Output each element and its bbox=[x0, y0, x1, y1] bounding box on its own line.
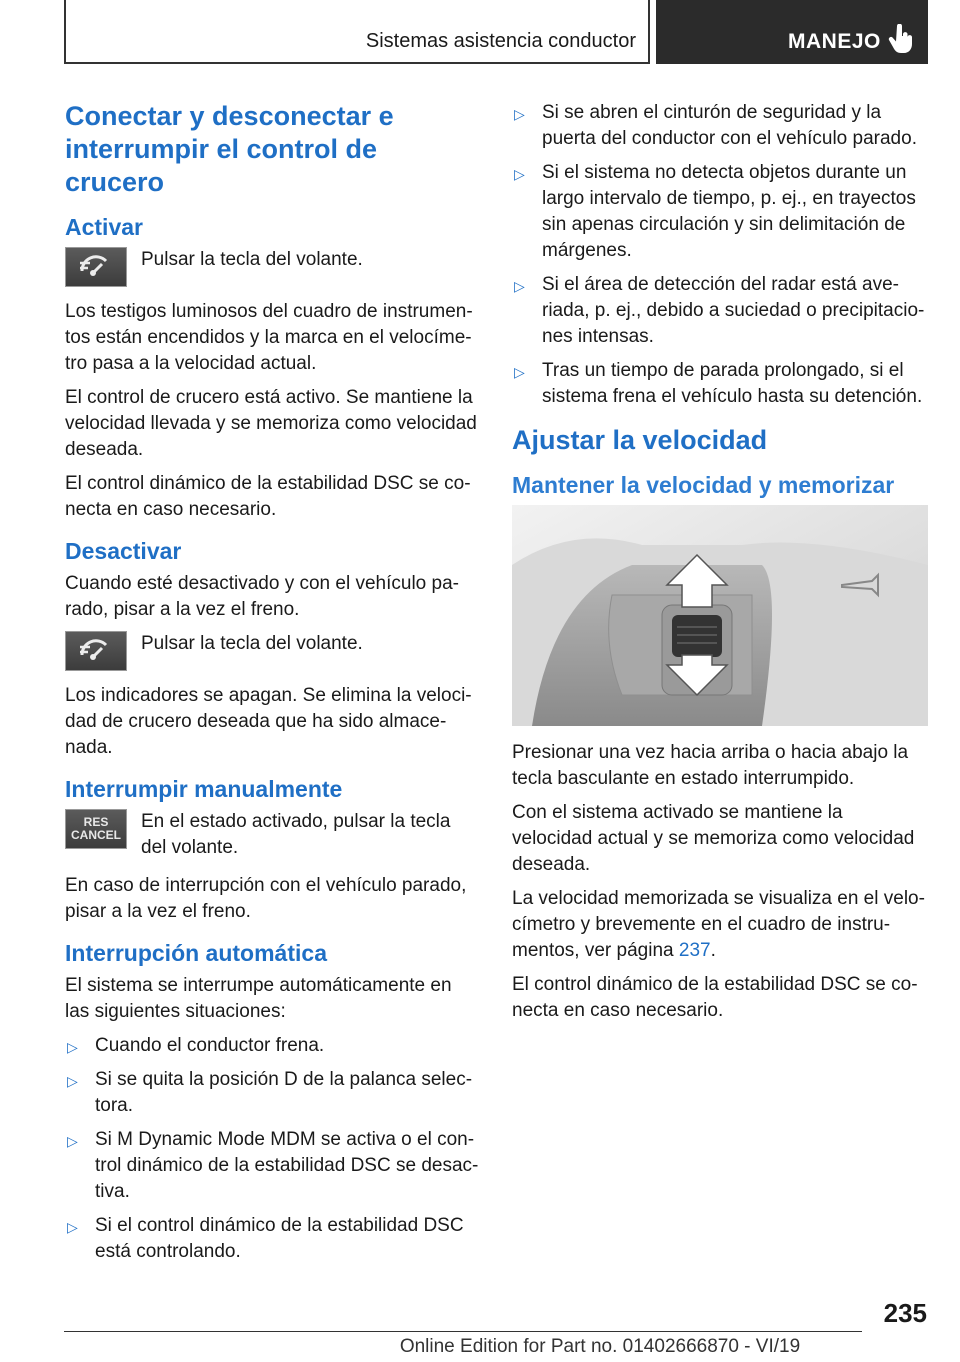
paragraph: Presionar una vez hacia arriba o hacia abajo la tecla basculante en estado interrumpido. bbox=[512, 742, 909, 789]
cruise-control-button-image bbox=[65, 631, 127, 671]
triangle-bullet-icon: ▷ bbox=[514, 166, 525, 182]
res-label: RES bbox=[83, 815, 109, 829]
heading-interrupcion-automatica: Interrupción automática bbox=[65, 940, 327, 966]
paragraph: La velocidad memorizada se visualiza en el velo-címetro y brevemente en el cuadro de instru-mentos, ver página 237. bbox=[512, 888, 925, 961]
paragraph: Con el sistema activado se mantiene la velocidad actual y se memoriza como velocidad deseada. bbox=[512, 802, 915, 875]
paragraph: El control dinámico de la estabilidad DSC se co-necta en caso necesario. bbox=[512, 974, 918, 1021]
list-item: ▷ Si se quita la posición D de la palanca selec-tora. bbox=[67, 1069, 473, 1116]
desactivar-press-text: Pulsar la tecla del volante. bbox=[141, 633, 363, 654]
triangle-bullet-icon: ▷ bbox=[514, 364, 525, 380]
hand-pointer-icon bbox=[888, 24, 914, 54]
paragraph: En caso de interrupción con el vehículo parado, pisar a la vez el freno. bbox=[65, 875, 467, 922]
list-item: ▷ Si M Dynamic Mode MDM se activa o el con-trol dinámico de la estabilidad DSC se desac-tiva. bbox=[67, 1129, 479, 1202]
section-title: Sistemas asistencia conductor bbox=[365, 30, 636, 52]
paragraph: Cuando esté desactivado y con el vehículo pa-rado, pisar a la vez el freno. bbox=[65, 573, 459, 620]
right-column bbox=[512, 100, 928, 1032]
activar-press-text: Pulsar la tecla del volante. bbox=[141, 249, 363, 270]
paragraph: El control de crucero está activo. Se mantiene la velocidad llevada y se memoriza como velocidad deseada. bbox=[65, 387, 477, 460]
heading-mantener-velocidad: Mantener la velocidad y memorizar bbox=[512, 472, 895, 498]
page-reference-link[interactable]: 237 bbox=[678, 940, 711, 961]
steering-wheel-rocker-photo bbox=[512, 505, 928, 726]
triangle-bullet-icon: ▷ bbox=[67, 1133, 78, 1149]
paragraph: El sistema se interrumpe automáticamente en las siguientes situaciones: bbox=[65, 975, 452, 1022]
manual-press-text: En el estado activado, pulsar la tecla del volante. bbox=[141, 811, 451, 858]
list-item: ▷ Tras un tiempo de parada prolongado, si el sistema frena el vehículo hasta su detención. bbox=[514, 360, 923, 407]
list-item: ▷ Si el sistema no detecta objetos durante un largo intervalo de tiempo, p. ej., en trayectos sin apenas circulación y sin delimitación de márgenes. bbox=[514, 162, 916, 261]
triangle-bullet-icon: ▷ bbox=[514, 106, 525, 122]
list-item: ▷ Cuando el conductor frena. bbox=[65, 1033, 479, 1059]
paragraph: Los testigos luminosos del cuadro de instrumen-tos están encendidos y la marca en el velocíme-tro pasa a la velocidad actual. bbox=[65, 301, 473, 374]
footer-text: Online Edition for Part no. 01402666870 - VI/19 bbox=[399, 1336, 801, 1357]
paragraph: Los indicadores se apagan. Se elimina la veloci-dad de crucero deseada que ha sido almace-nada. bbox=[65, 685, 472, 758]
page-number: 235 bbox=[883, 1298, 927, 1328]
footer-divider bbox=[64, 1331, 862, 1332]
heading-ajustar-velocidad: Ajustar la velocidad bbox=[512, 425, 768, 455]
triangle-bullet-icon: ▷ bbox=[514, 278, 525, 294]
footer bbox=[0, 1336, 960, 1358]
section-tab bbox=[64, 0, 650, 64]
res-cancel-button-image bbox=[65, 809, 127, 849]
triangle-bullet-icon: ▷ bbox=[67, 1073, 78, 1089]
list-item: ▷ Si el control dinámico de la estabilidad DSC está controlando. bbox=[67, 1215, 464, 1262]
triangle-bullet-icon: ▷ bbox=[67, 1219, 78, 1235]
cruise-control-icon bbox=[76, 253, 116, 281]
paragraph: El control dinámico de la estabilidad DSC se co-necta en caso necesario. bbox=[65, 473, 471, 520]
list-item: ▷ Si se abren el cinturón de seguridad y la puerta del conductor con el vehículo parado. bbox=[514, 102, 917, 149]
heading-desactivar: Desactivar bbox=[65, 538, 182, 564]
auto-interrupt-list-continued bbox=[512, 100, 928, 410]
section-heading: Conectar y desconectar e interrumpir el control de crucero bbox=[65, 101, 394, 197]
chapter-tab bbox=[656, 0, 928, 64]
heading-activar: Activar bbox=[65, 214, 143, 240]
cruise-control-button-image bbox=[65, 247, 127, 287]
page-header bbox=[64, 0, 928, 64]
cruise-button-row bbox=[65, 247, 479, 287]
cruise-button-row bbox=[65, 631, 479, 671]
cancel-label: CANCEL bbox=[71, 828, 121, 842]
left-column bbox=[65, 100, 479, 1273]
heading-interrumpir-manual: Interrumpir manualmente bbox=[65, 776, 343, 802]
chapter-title: MANEJO bbox=[788, 30, 881, 53]
triangle-bullet-icon: ▷ bbox=[67, 1039, 78, 1055]
res-cancel-button-row bbox=[65, 809, 479, 861]
cruise-control-icon bbox=[76, 637, 116, 665]
list-item: ▷ Si el área de detección del radar está ave-riada, p. ej., debido a suciedad o precipitacio-nes intensas. bbox=[514, 274, 925, 347]
auto-interrupt-list bbox=[65, 1033, 479, 1265]
